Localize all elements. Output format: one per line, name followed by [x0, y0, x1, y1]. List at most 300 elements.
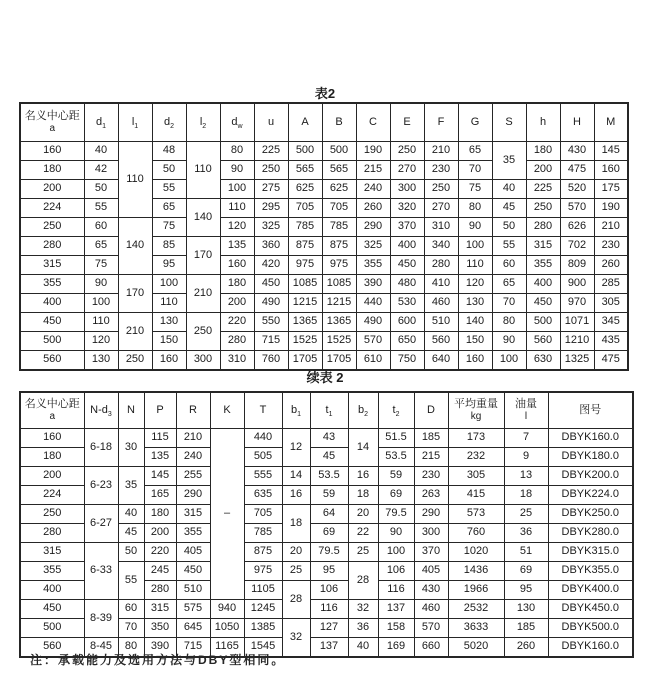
- table-cell: 250: [424, 180, 458, 199]
- column-header: E: [390, 103, 424, 142]
- table-cell: 975: [244, 562, 282, 581]
- table-cell: 715: [176, 638, 210, 658]
- continued-table: [19, 391, 634, 658]
- table-cell: 355: [176, 524, 210, 543]
- table-cell: 225: [254, 142, 288, 161]
- table-cell: 127: [310, 619, 348, 638]
- table-cell: 555: [244, 467, 282, 486]
- table-cell: 200: [20, 180, 84, 199]
- table-cell: 635: [244, 486, 282, 505]
- table-cell: 80: [220, 142, 254, 161]
- table-cell: DBYK200.0: [548, 467, 633, 486]
- table-cell: 370: [414, 543, 448, 562]
- table-cell: 190: [356, 142, 390, 161]
- table-cell: 1085: [322, 275, 356, 294]
- table-cell: 260: [504, 638, 548, 658]
- table-cell: 450: [254, 275, 288, 294]
- table-cell: 59: [310, 486, 348, 505]
- table-cell: 169: [378, 638, 414, 658]
- table-cell: 50: [84, 180, 118, 199]
- table-cell: 45: [118, 524, 144, 543]
- table-cell: 18: [282, 505, 310, 543]
- table-cell: 405: [414, 562, 448, 581]
- table-cell: 100: [458, 237, 492, 256]
- table-cell: 260: [594, 256, 628, 275]
- table-cell: 65: [458, 142, 492, 161]
- table-cell: 115: [144, 429, 176, 448]
- table-cell: 370: [390, 218, 424, 237]
- table-cell: 70: [492, 294, 526, 313]
- table-cell: 55: [84, 199, 118, 218]
- table-cell: 500: [322, 142, 356, 161]
- table-cell: 250: [390, 142, 424, 161]
- table-cell: 95: [504, 581, 548, 600]
- column-header: A: [288, 103, 322, 142]
- table-cell: 170: [186, 237, 220, 275]
- table-cell: 13: [504, 467, 548, 486]
- table-cell: 110: [220, 199, 254, 218]
- table-cell: 210: [186, 275, 220, 313]
- table-cell: 1545: [244, 638, 282, 658]
- table-cell: 50: [492, 218, 526, 237]
- table-cell: 280: [20, 524, 84, 543]
- table-row: [20, 294, 628, 313]
- table-cell: 69: [378, 486, 414, 505]
- table-cell: 106: [378, 562, 414, 581]
- table-cell: 120: [458, 275, 492, 294]
- table-cell: 300: [186, 351, 220, 371]
- table-cell: 250: [526, 199, 560, 218]
- table-cell: 340: [424, 237, 458, 256]
- table-cell: 210: [594, 218, 628, 237]
- column-header: 名义中心距 a: [20, 392, 84, 429]
- table-cell: 200: [220, 294, 254, 313]
- table-cell: 300: [390, 180, 424, 199]
- table-cell: 275: [254, 180, 288, 199]
- table-cell: 16: [348, 467, 378, 486]
- table-cell: 210: [424, 142, 458, 161]
- table-cell: DBYK224.0: [548, 486, 633, 505]
- table-cell: 250: [20, 218, 84, 237]
- table-cell: 20: [282, 543, 310, 562]
- table-cell: 170: [118, 275, 152, 313]
- table-cell: 210: [176, 429, 210, 448]
- table-cell: 315: [20, 256, 84, 275]
- table-row: [20, 199, 628, 218]
- column-header: T: [244, 392, 282, 429]
- table-cell: 400: [20, 294, 84, 313]
- table-cell: 290: [176, 486, 210, 505]
- table-cell: 60: [84, 218, 118, 237]
- table-cell: 420: [254, 256, 288, 275]
- table-cell: 350: [144, 619, 176, 638]
- table-cell: 160: [20, 429, 84, 448]
- table-cell: 285: [594, 275, 628, 294]
- table-cell: 550: [254, 313, 288, 332]
- table-cell: 200: [526, 161, 560, 180]
- table-cell: 900: [560, 275, 594, 294]
- table-cell: 145: [594, 142, 628, 161]
- table-cell: 140: [458, 313, 492, 332]
- table-cell: 1705: [322, 351, 356, 371]
- table-cell: 7: [504, 429, 548, 448]
- table-cell: 250: [186, 313, 220, 351]
- table-cell: 51.5: [378, 429, 414, 448]
- table-cell: 475: [560, 161, 594, 180]
- table-cell: 450: [20, 313, 84, 332]
- table-cell: 715: [254, 332, 288, 351]
- table-cell: 80: [458, 199, 492, 218]
- table-cell: 100: [492, 351, 526, 371]
- table-row: [20, 161, 628, 180]
- table-cell: 16: [282, 486, 310, 505]
- table-cell: 59: [378, 467, 414, 486]
- table-cell: 53.5: [378, 448, 414, 467]
- table-cell: 110: [118, 142, 152, 218]
- table-cell: 3633: [448, 619, 504, 638]
- table-cell: DBYK160.0: [548, 429, 633, 448]
- table-cell: 60: [492, 256, 526, 275]
- table-cell: 1020: [448, 543, 504, 562]
- table-cell: 450: [526, 294, 560, 313]
- table-cell: 570: [414, 619, 448, 638]
- table-cell: 875: [244, 543, 282, 562]
- table-cell: 310: [424, 218, 458, 237]
- table-cell: 22: [348, 524, 378, 543]
- table-cell: 2532: [448, 600, 504, 619]
- table-cell: 32: [282, 619, 310, 658]
- column-header: h: [526, 103, 560, 142]
- table-cell: 510: [424, 313, 458, 332]
- table-cell: 705: [244, 505, 282, 524]
- table-cell: 440: [356, 294, 390, 313]
- table-cell: 290: [414, 505, 448, 524]
- table-cell: 310: [220, 351, 254, 371]
- table-cell: 25: [282, 562, 310, 581]
- table-cell: 220: [220, 313, 254, 332]
- table-cell: 490: [254, 294, 288, 313]
- table-cell: 320: [390, 199, 424, 218]
- column-header: P: [144, 392, 176, 429]
- column-header: $d_2$: [152, 103, 186, 142]
- table-cell: 1966: [448, 581, 504, 600]
- table-cell: 500: [288, 142, 322, 161]
- table-cell: 520: [560, 180, 594, 199]
- table-cell: 940: [210, 600, 244, 619]
- table-cell: 50: [118, 543, 144, 562]
- table-cell: 1210: [560, 332, 594, 351]
- table-cell: 785: [288, 218, 322, 237]
- table-cell: 305: [594, 294, 628, 313]
- table-cell: 35: [492, 142, 526, 180]
- table-cell: 280: [220, 332, 254, 351]
- table-cell: 190: [594, 199, 628, 218]
- table-cell: 245: [144, 562, 176, 581]
- column-header: F: [424, 103, 458, 142]
- table-cell: 8-39: [84, 600, 118, 638]
- table-cell: 1245: [244, 600, 282, 619]
- table-row: [20, 429, 633, 448]
- table-cell: 80: [492, 313, 526, 332]
- table-row: [20, 237, 628, 256]
- table-cell: 6-18: [84, 429, 118, 467]
- table-cell: 280: [144, 581, 176, 600]
- table-cell: 6-23: [84, 467, 118, 505]
- table-cell: 405: [176, 543, 210, 562]
- table-cell: 480: [390, 275, 424, 294]
- table-cell: 460: [424, 294, 458, 313]
- footnote: 注：承载能力及选用方法与DBY型相同。: [30, 653, 286, 667]
- table-cell: 69: [310, 524, 348, 543]
- table-row: [20, 600, 633, 619]
- table-cell: 18: [348, 486, 378, 505]
- table-row: [20, 142, 628, 161]
- table-cell: 1325: [560, 351, 594, 371]
- table-cell: 1215: [288, 294, 322, 313]
- table-cell: 300: [414, 524, 448, 543]
- table-cell: 345: [594, 313, 628, 332]
- table-cell: 360: [254, 237, 288, 256]
- column-header: $l_1$: [118, 103, 152, 142]
- table-cell: 100: [378, 543, 414, 562]
- table-cell: 355: [356, 256, 390, 275]
- table-cell: 626: [560, 218, 594, 237]
- table-cell: 80: [118, 638, 144, 658]
- table-cell: 280: [20, 237, 84, 256]
- table-cell: 110: [84, 313, 118, 332]
- table-cell: 40: [492, 180, 526, 199]
- table-cell: 1215: [322, 294, 356, 313]
- table2-title: 续表 2: [306, 370, 344, 385]
- table-cell: 560: [20, 638, 84, 658]
- table-cell: 180: [526, 142, 560, 161]
- table-cell: 65: [492, 275, 526, 294]
- table-cell: 79.5: [310, 543, 348, 562]
- table-cell: 450: [390, 256, 424, 275]
- table-cell: 224: [20, 486, 84, 505]
- table-cell: 28: [348, 562, 378, 600]
- table-row: [20, 256, 628, 275]
- table-cell: 12: [282, 429, 310, 467]
- table-cell: 250: [254, 161, 288, 180]
- table-cell: 79.5: [378, 505, 414, 524]
- table-cell: 660: [414, 638, 448, 658]
- table-cell: DBYK355.0: [548, 562, 633, 581]
- table-cell: DBYK180.0: [548, 448, 633, 467]
- table-cell: 1525: [322, 332, 356, 351]
- table-cell: 32: [348, 600, 378, 619]
- table-cell: 20: [348, 505, 378, 524]
- table-cell: 130: [84, 351, 118, 371]
- table-cell: 975: [288, 256, 322, 275]
- table-cell: 70: [458, 161, 492, 180]
- table-cell: 290: [356, 218, 390, 237]
- table-cell: 440: [244, 429, 282, 448]
- column-header: 平均重量 kg: [448, 392, 504, 429]
- table-cell: 95: [152, 256, 186, 275]
- table-cell: 232: [448, 448, 504, 467]
- table-cell: 90: [378, 524, 414, 543]
- table-cell: 160: [458, 351, 492, 371]
- table-cell: 575: [176, 600, 210, 619]
- table-cell: 500: [20, 619, 84, 638]
- table-cell: 705: [288, 199, 322, 218]
- table-cell: 400: [20, 581, 84, 600]
- table-cell: 263: [414, 486, 448, 505]
- table-cell: 1365: [322, 313, 356, 332]
- table-cell: 1050: [210, 619, 244, 638]
- table-cell: 1165: [210, 638, 244, 658]
- table-cell: 36: [504, 524, 548, 543]
- table-cell: 130: [458, 294, 492, 313]
- table-cell: 165: [144, 486, 176, 505]
- table-cell: 1085: [288, 275, 322, 294]
- table-cell: 230: [424, 161, 458, 180]
- table-cell: 325: [254, 218, 288, 237]
- table-cell: 160: [220, 256, 254, 275]
- table-cell: 150: [152, 332, 186, 351]
- table-cell: 40: [348, 638, 378, 658]
- table-cell: 65: [84, 237, 118, 256]
- table-cell: 225: [526, 180, 560, 199]
- table-cell: DBYK400.0: [548, 581, 633, 600]
- table-cell: 137: [378, 600, 414, 619]
- table-cell: 140: [186, 199, 220, 237]
- column-header: G: [458, 103, 492, 142]
- table-cell: 70: [118, 619, 144, 638]
- table-cell: 18: [504, 486, 548, 505]
- table-cell: 355: [20, 275, 84, 294]
- table-cell: 315: [526, 237, 560, 256]
- table-cell: 8-45: [84, 638, 118, 658]
- table-cell: 450: [176, 562, 210, 581]
- table-cell: 250: [20, 505, 84, 524]
- table-cell: 625: [288, 180, 322, 199]
- table-cell: 150: [458, 332, 492, 351]
- table-cell: 210: [118, 313, 152, 351]
- table-cell: 100: [220, 180, 254, 199]
- table-cell: 295: [254, 199, 288, 218]
- table-row: [20, 505, 633, 524]
- table-cell: 560: [20, 351, 84, 371]
- column-header: $t_2$: [378, 392, 414, 429]
- table-cell: 625: [322, 180, 356, 199]
- table-cell: 90: [220, 161, 254, 180]
- table-cell: 137: [310, 638, 348, 658]
- table-cell: 110: [458, 256, 492, 275]
- table-cell: 705: [322, 199, 356, 218]
- table-cell: 570: [356, 332, 390, 351]
- table-cell: 95: [310, 562, 348, 581]
- table-cell: DBYK250.0: [548, 505, 633, 524]
- table-cell: 75: [152, 218, 186, 237]
- table-cell: 600: [390, 313, 424, 332]
- column-header: $l_2$: [186, 103, 220, 142]
- table-cell: 40: [118, 505, 144, 524]
- column-header: $b_1$: [282, 392, 310, 429]
- column-header: M: [594, 103, 628, 142]
- table-cell: 224: [20, 199, 84, 218]
- table-cell: 270: [390, 161, 424, 180]
- table-cell: 400: [526, 275, 560, 294]
- dimensions-table: [19, 102, 629, 371]
- table-cell: 75: [458, 180, 492, 199]
- table-cell: 160: [594, 161, 628, 180]
- table-cell: 1525: [288, 332, 322, 351]
- table-cell: 55: [152, 180, 186, 199]
- table-cell: 450: [20, 600, 84, 619]
- table-cell: 260: [356, 199, 390, 218]
- table-cell: 315: [144, 600, 176, 619]
- table-cell: 435: [594, 332, 628, 351]
- column-header: u: [254, 103, 288, 142]
- column-header: $d_1$: [84, 103, 118, 142]
- table-cell: 280: [424, 256, 458, 275]
- table-cell: 975: [322, 256, 356, 275]
- table-cell: 240: [176, 448, 210, 467]
- table-cell: 640: [424, 351, 458, 371]
- column-header: B: [322, 103, 356, 142]
- table-cell: 1385: [244, 619, 282, 638]
- table-cell: 90: [492, 332, 526, 351]
- table-cell: 500: [20, 332, 84, 351]
- table-cell: 410: [424, 275, 458, 294]
- table-cell: 9: [504, 448, 548, 467]
- column-header: D: [414, 392, 448, 429]
- table-cell: 1436: [448, 562, 504, 581]
- table-cell: 270: [424, 199, 458, 218]
- table-cell: 809: [560, 256, 594, 275]
- table-cell: 255: [176, 467, 210, 486]
- table-cell: 180: [144, 505, 176, 524]
- column-header: 图号: [548, 392, 633, 429]
- table-cell: 90: [84, 275, 118, 294]
- table-cell: 43: [310, 429, 348, 448]
- table-cell: 315: [176, 505, 210, 524]
- table-cell: 645: [176, 619, 210, 638]
- table-cell: 135: [144, 448, 176, 467]
- table-cell: 145: [144, 467, 176, 486]
- table-cell: 53.5: [310, 467, 348, 486]
- table-cell: 110: [186, 142, 220, 199]
- table-cell: 28: [282, 581, 310, 619]
- table-cell: 116: [310, 600, 348, 619]
- table-cell: 970: [560, 294, 594, 313]
- table-cell: 173: [448, 429, 504, 448]
- table-cell: DBYK160.0: [548, 638, 633, 658]
- table-cell: 120: [84, 332, 118, 351]
- table-cell: 185: [504, 619, 548, 638]
- column-header: $N-d_3$: [84, 392, 118, 429]
- table-cell: 116: [378, 581, 414, 600]
- table-cell: 1705: [288, 351, 322, 371]
- table-cell: 14: [282, 467, 310, 486]
- table-cell: 760: [254, 351, 288, 371]
- table-cell: 69: [504, 562, 548, 581]
- table-cell: 510: [176, 581, 210, 600]
- table-cell: 50: [152, 161, 186, 180]
- table-cell: 100: [84, 294, 118, 313]
- table-cell: 630: [526, 351, 560, 371]
- table-cell: 355: [20, 562, 84, 581]
- table-cell: 48: [152, 142, 186, 161]
- table-cell: 230: [414, 467, 448, 486]
- table-cell: 610: [356, 351, 390, 371]
- table-row: [20, 467, 633, 486]
- table-cell: DBYK450.0: [548, 600, 633, 619]
- table-row: [20, 332, 628, 351]
- table-cell: 750: [390, 351, 424, 371]
